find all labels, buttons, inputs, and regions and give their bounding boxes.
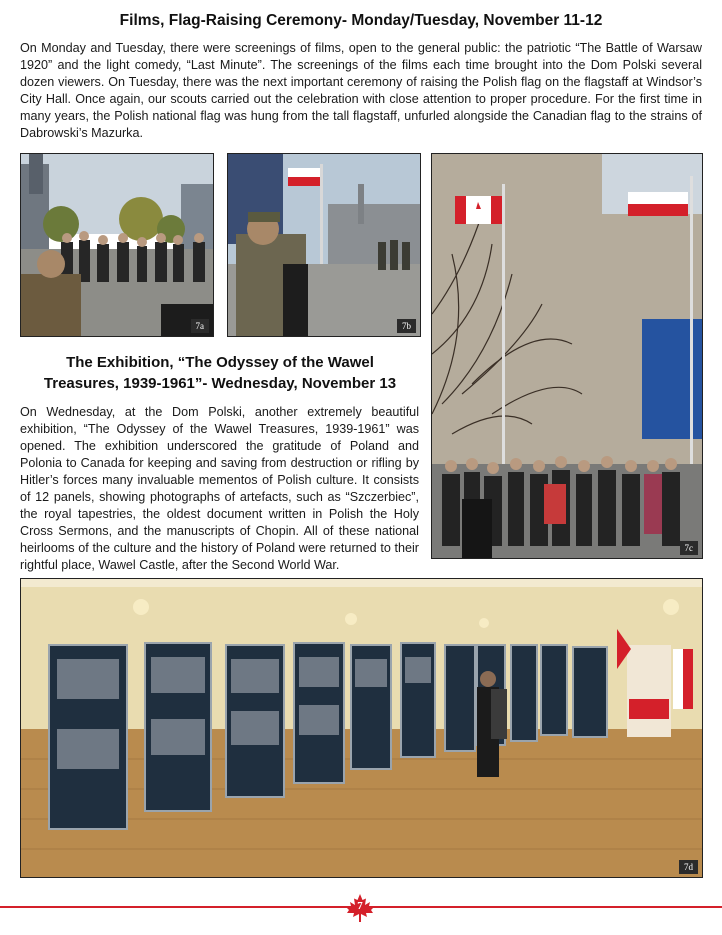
- photo-7c-flags-group: [431, 153, 703, 559]
- intro-paragraph: On Monday and Tuesday, there were screenings of films, open to the general public: the patriotic “The Battle of Warsaw 1920” and the light comedy, “Last Minute”. The screenings of the films each time brought into the Dom Polski several dozen viewers. On Tuesday, there was the next important ceremony of raising the Polish flag on the flagstaff at Windsor’s City Hall. Once again, our scouts carried out the celebration with close attention to proper procedure. For the first time in many years, the Polish national flag was hung from the tall flagstaff, unfurled alongside the Canadian flag to the strains of Dabrowski’s Mazurka.: [20, 41, 702, 140]
- photo-7b-flag-salute: [227, 153, 421, 337]
- photo-label-7c: 7c: [680, 541, 699, 555]
- exhibition-paragraph: On Wednesday, at the Dom Polski, another extremely beautiful exhibition, “The Odyssey of the Wawel Treasures, 1939-1961” was opened. The exhibition underscored the gratitude of Poland and Polonia to Canada for keeping and saving from destruction or rifling by Hitler’s forces many invaluable mementos of Polish culture. It consists of 12 panels, showing photographs of artefacts, such as “Szczerbiec”, the royal tapestries, the oldest document written in Polish the Holy Cross Sermons, and the manuscripts of Chopin. All of these national heirlooms of the culture and the history of Poland were returned to their rightful place, Wawel Castle, after the Second World War.: [20, 405, 419, 572]
- section-heading-films: Films, Flag-Raising Ceremony- Monday/Tuesday, November 11-12: [119, 12, 603, 29]
- photo-label-7d: 7d: [679, 860, 698, 874]
- photo-7d-exhibition-hall: [20, 578, 703, 878]
- photo-label-7b: 7b: [397, 319, 416, 333]
- section-heading-exhibition: [20, 352, 420, 394]
- section-heading-exhibition-line2: Treasures, 1939-1961”- Wednesday, November 13: [43, 375, 397, 392]
- section-heading-exhibition-line1: The Exhibition, “The Odyssey of the Wawel: [66, 354, 374, 371]
- photo-7a-ceremony-crowd: [20, 153, 214, 337]
- photo-label-7a: 7a: [191, 319, 210, 333]
- page-number: 7: [357, 900, 363, 912]
